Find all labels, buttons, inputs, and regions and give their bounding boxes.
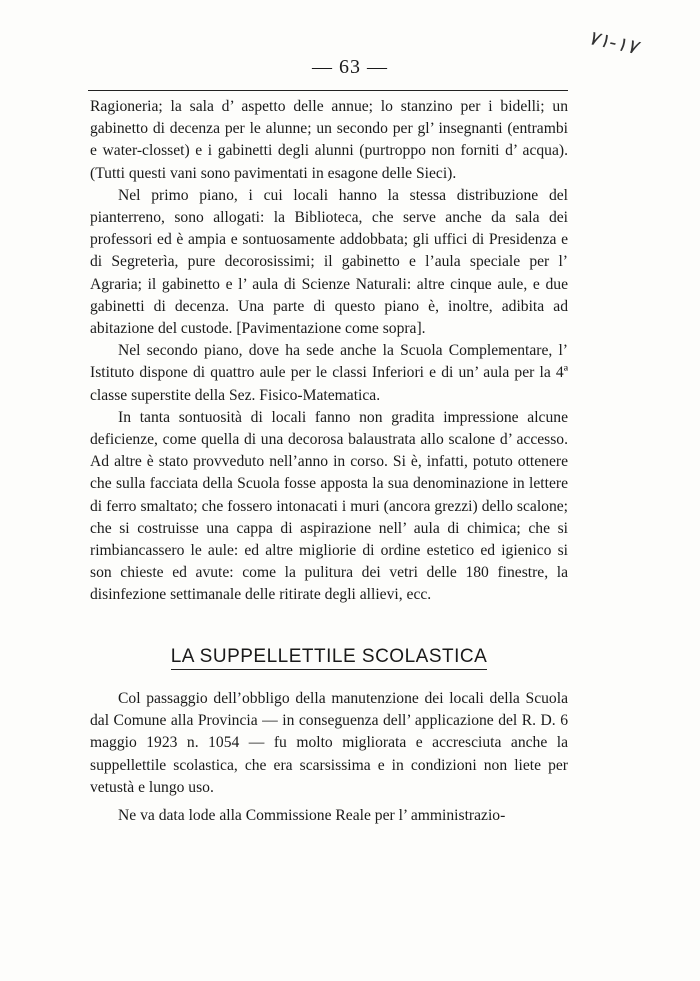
body-text-bottom [90, 688, 568, 827]
paragraph-continued: Ragioneria; la sala d’ aspetto delle annue; lo stanzino per i bidelli; un gabinetto di decenza per le alunne; un secondo per gl’ insegnanti (entrambi e water-closset) e i gabinetti degli alunni (purtroppo non forniti d’ acqua). (Tutti questi vani sono pavimentati in esagone delle Sieci). [90, 98, 568, 182]
section-heading-text: LA SUPPELLETTILE SCOLASTICA [171, 646, 488, 670]
paragraph-sontuosita: In tanta sontuosità di locali fanno non gradita impressione alcune deficienze, come quella di una decorosa balaustrata allo scalone d’ accesso. Ad altre è stato provveduto nell’anno in corso. Si è, infatti, potuto ottenere che sulla facciata della Scuola fosse apposta la sua denominazione in lettere di ferro smaltato; che fossero intonacati i muri (ancora grezzi) dello scalone; che si costruisse una cappa di aspirazione nell’ aula di chimica; che si rimbiancassero le aule: ed altre migliorie di ordine estetico ed igienico si son chieste ed avute: come la pulitura dei vetri delle 180 finestre, la disinfezione settimanale delle ritirate degli allievi, ecc. [90, 408, 568, 604]
paragraph-primo-piano: Nel primo piano, i cui locali hanno la stessa distribuzione del pianterreno, sono allogati: la Biblioteca, che serve anche da sala dei professori ed è ampia e sontuosamente addobbata; gli uffici di Presidenza e di Segreterìa, pure decorosissimi; il gabinetto e l’aula speciale per l’ Agraria; il gabinetto e l’ aula di Scienze Naturali: altre cinque aule, e due gabinetti di decenza. Una parte di questo piano è, inoltre, adibita ad abitazione del custode. [Pavimentazione come sopra]. [90, 186, 568, 338]
body-text-top [90, 96, 568, 607]
paragraph-secondo-piano: Nel secondo piano, dove ha sede anche la Scuola Complementare, l’ Istituto dispone di quattro aule per le classi Inferiori e di un’ aula per la 4ª classe superstite della Sez. Fisico-Matematica. [90, 342, 568, 404]
section-heading [90, 646, 568, 668]
page-number: — 63 — [312, 56, 388, 78]
paragraph-lode: Ne va data lode alla Commissione Reale per l’ amministrazio- [118, 807, 506, 825]
header-rule [88, 90, 568, 91]
handwritten-margin-note: ١٧-٧١ [586, 25, 641, 59]
paragraph-passaggio: Col passaggio dell’obbligo della manutenzione dei locali della Scuola dal Comune alla Provincia — in conseguenza dell’ applicazione del R. D. 6 maggio 1923 n. 1054 — fu molto migliorata e accresciuta anche la suppellettile scolastica, che era scarsissima e in condizioni non liete per vetustà e lungo uso. [90, 690, 568, 796]
